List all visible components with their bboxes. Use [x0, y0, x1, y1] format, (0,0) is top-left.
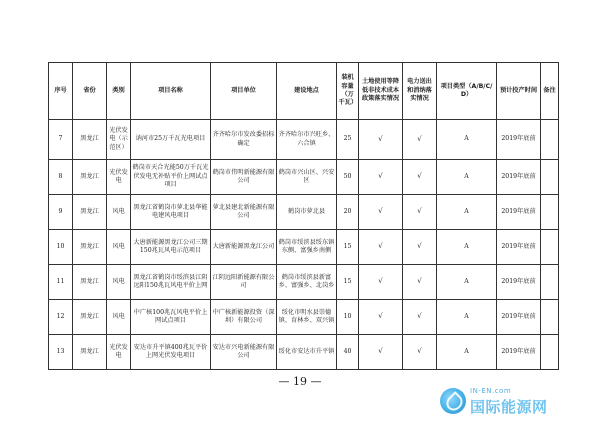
cell-location: 鹤岗市萝北县: [277, 195, 337, 230]
cell-time: 2019年底前: [497, 230, 541, 265]
cell-province: 黑龙江: [73, 195, 107, 230]
cell-location: 绥化市明水县崇德镇、育林乡、双兴镇: [277, 300, 337, 335]
cell-location: 绥化市安达市升平镇: [277, 335, 337, 370]
page-number: — 19 —: [278, 375, 322, 388]
cell-unit: 齐齐哈尔市发改委招标确定: [211, 120, 277, 160]
cell-province: 黑龙江: [73, 230, 107, 265]
column-header: 类别: [107, 63, 131, 120]
column-header: 预计投产时间: [497, 63, 541, 120]
table-row: [49, 160, 559, 195]
cell-location: 鹤岗市绥滨县新富乡、富强乡、北岗乡: [277, 265, 337, 300]
cell-no: 10: [49, 230, 73, 265]
cell-unit: 江阴远阳新能源有限公司: [211, 265, 277, 300]
cell-power: √: [403, 300, 437, 335]
cell-power: √: [403, 230, 437, 265]
column-header: 土地使用等降低非技术成本政策落实情况: [359, 63, 403, 120]
cell-capacity: 25: [337, 120, 359, 160]
watermark-logo: [440, 386, 590, 416]
cell-land: √: [359, 160, 403, 195]
cell-unit: 鹤岗市伟明新能源有限公司: [211, 160, 277, 195]
cell-category: 风电: [107, 230, 131, 265]
cell-time: 2019年底前: [497, 195, 541, 230]
table-row: [49, 230, 559, 265]
column-header: 电力送出和消纳落实情况: [403, 63, 437, 120]
column-header: 项目类型（A/B/C/D）: [437, 63, 497, 120]
cell-power: √: [403, 195, 437, 230]
cell-category: 光伏发电: [107, 160, 131, 195]
cell-province: 黑龙江: [73, 265, 107, 300]
cell-land: √: [359, 195, 403, 230]
cell-time: 2019年底前: [497, 335, 541, 370]
cell-note: [541, 120, 559, 160]
column-header: 序号: [49, 63, 73, 120]
cell-time: 2019年底前: [497, 300, 541, 335]
cell-time: 2019年底前: [497, 160, 541, 195]
cell-location: 鹤岗市绥滨县绥东镇东侧、富强乡南侧: [277, 230, 337, 265]
cell-province: 黑龙江: [73, 335, 107, 370]
cell-capacity: 15: [337, 265, 359, 300]
table-header-row: [49, 63, 559, 120]
cell-name: 黑龙江省鹤岗市绥滨县江阴远阳150兆瓦风电平价上网: [131, 265, 211, 300]
table-row: [49, 300, 559, 335]
cell-category: 光伏发电: [107, 335, 131, 370]
cell-name: 鹤岗市天合光能50万千瓦光伏发电无补贴平价上网试点项目: [131, 160, 211, 195]
cell-type: A: [437, 335, 497, 370]
cell-land: √: [359, 335, 403, 370]
cell-name: 安达市升平镇400兆瓦平价上网光伏发电项目: [131, 335, 211, 370]
cell-name: 中广核100兆瓦风电平价上网试点项目: [131, 300, 211, 335]
cell-unit: 中广核新能源投资（深圳）有限公司: [211, 300, 277, 335]
column-header: 建设地点: [277, 63, 337, 120]
cell-note: [541, 230, 559, 265]
cell-category: 风电: [107, 195, 131, 230]
column-header: 装机容量（万千瓦）: [337, 63, 359, 120]
cell-province: 黑龙江: [73, 300, 107, 335]
column-header: 项目单位: [211, 63, 277, 120]
watermark-site: IN-EN.com: [470, 387, 512, 395]
cell-land: √: [359, 230, 403, 265]
cell-name: 黑龙江省鹤岗市萝北县华能电建风电项目: [131, 195, 211, 230]
cell-power: √: [403, 160, 437, 195]
table-body: [49, 120, 559, 370]
cell-name: 大唐新能源黑龙江公司三期150兆瓦风电示范项目: [131, 230, 211, 265]
cell-type: A: [437, 195, 497, 230]
cell-power: √: [403, 120, 437, 160]
cell-no: 8: [49, 160, 73, 195]
cell-type: A: [437, 120, 497, 160]
cell-province: 黑龙江: [73, 120, 107, 160]
cell-power: √: [403, 265, 437, 300]
cell-unit: 安达市兴电新能源有限公司: [211, 335, 277, 370]
cell-no: 13: [49, 335, 73, 370]
table-row: [49, 120, 559, 160]
cell-unit: 大唐新能源黑龙江公司: [211, 230, 277, 265]
cell-no: 7: [49, 120, 73, 160]
cell-land: √: [359, 265, 403, 300]
table-row: [49, 335, 559, 370]
column-header: 省份: [73, 63, 107, 120]
cell-no: 12: [49, 300, 73, 335]
cell-location: 齐齐哈尔市兴旺乡、六合镇: [277, 120, 337, 160]
cell-land: √: [359, 120, 403, 160]
cell-note: [541, 300, 559, 335]
cell-type: A: [437, 230, 497, 265]
cell-power: √: [403, 335, 437, 370]
cell-land: √: [359, 300, 403, 335]
table-row: [49, 195, 559, 230]
column-header: 备注: [541, 63, 559, 120]
cell-note: [541, 335, 559, 370]
cell-category: 风电: [107, 265, 131, 300]
cell-capacity: 10: [337, 300, 359, 335]
cell-time: 2019年底前: [497, 265, 541, 300]
cell-type: A: [437, 160, 497, 195]
cell-capacity: 50: [337, 160, 359, 195]
cell-capacity: 15: [337, 230, 359, 265]
project-table: [48, 62, 559, 370]
cell-note: [541, 265, 559, 300]
cell-type: A: [437, 265, 497, 300]
cell-category: 风电: [107, 300, 131, 335]
cell-capacity: 20: [337, 195, 359, 230]
watermark-name: 国际能源网: [470, 398, 548, 416]
cell-capacity: 40: [337, 335, 359, 370]
cell-note: [541, 195, 559, 230]
cell-unit: 萝北县建北新能源有限公司: [211, 195, 277, 230]
cell-location: 鹤岗市兴山区、兴安区: [277, 160, 337, 195]
column-header: 项目名称: [131, 63, 211, 120]
cell-note: [541, 160, 559, 195]
cell-no: 11: [49, 265, 73, 300]
cell-name: 讷河市25万千瓦光电项目: [131, 120, 211, 160]
cell-time: 2019年底前: [497, 120, 541, 160]
cell-no: 9: [49, 195, 73, 230]
cell-category: 光伏发电（示范区）: [107, 120, 131, 160]
table-row: [49, 265, 559, 300]
cell-province: 黑龙江: [73, 160, 107, 195]
globe-leaf-icon: [440, 388, 466, 414]
cell-type: A: [437, 300, 497, 335]
